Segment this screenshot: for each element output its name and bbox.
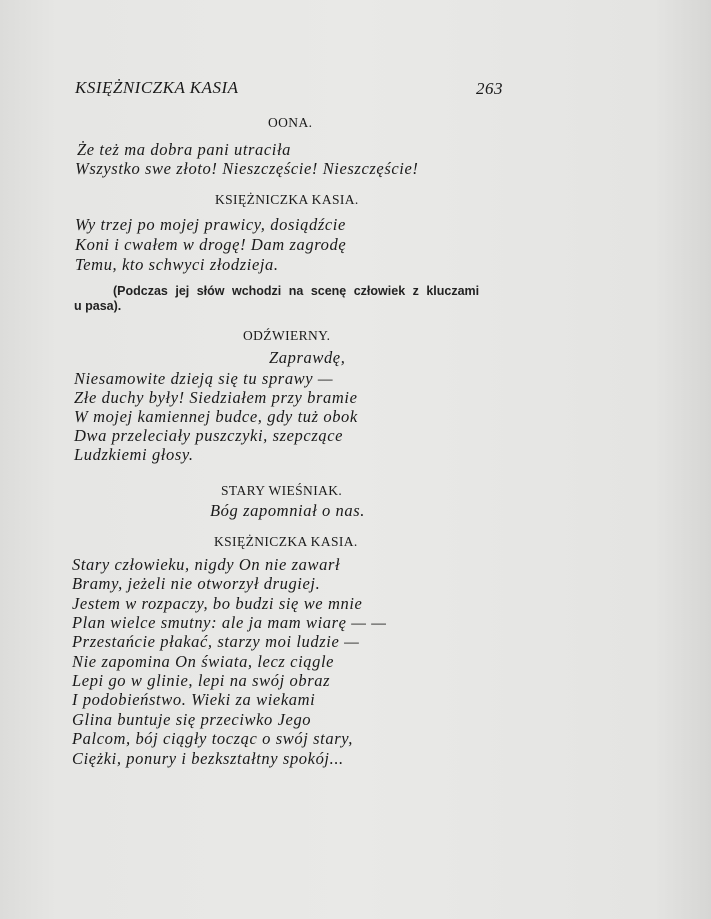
verse-line: Koni i cwałem w drogę! Dam zagrodę: [75, 235, 347, 254]
verse-line: Glina buntuje się przeciwko Jego: [72, 710, 312, 729]
speaker-name: ODŹWIERNY.: [243, 328, 331, 343]
verse-line: Przestańcie płakać, starzy moi ludzie —: [72, 632, 360, 651]
verse-line: Bóg zapomniał o nas.: [210, 501, 366, 520]
verse-line: Złe duchy były! Siedziałem przy bramie: [74, 388, 358, 407]
verse-line: Wy trzej po mojej prawicy, dosiądźcie: [75, 215, 346, 234]
verse-line: Plan wielce smutny: ale ja mam wiarę — —: [72, 613, 387, 632]
verse-line: Stary człowieku, nigdy On nie zawarł: [72, 555, 341, 574]
stage-direction-line: (Podczas jej słów wchodzi na scenę człowiek z kluczami: [113, 284, 480, 298]
verse-line: Temu, kto schwyci złodzieja.: [75, 255, 279, 274]
verse-line: Jestem w rozpaczy, bo budzi się we mnie: [72, 594, 363, 613]
speaker-name: STARY WIEŚNIAK.: [221, 483, 343, 498]
verse-line: Palcom, bój ciągły tocząc o swój stary,: [72, 729, 353, 748]
verse-line: W mojej kamiennej budce, gdy tuż obok: [74, 407, 358, 426]
speaker-name: OONA.: [268, 115, 313, 130]
verse-line: Ciężki, ponury i bezkształtny spokój...: [72, 749, 344, 768]
verse-line: Nie zapomina On świata, lecz ciągle: [72, 652, 335, 671]
speaker-name: KSIĘŻNICZKA KASIA.: [215, 192, 359, 207]
verse-line: Niesamowite dzieją się tu sprawy —: [74, 369, 334, 388]
verse-line: Że też ma dobra pani utraciła: [77, 140, 292, 159]
page-number: 263: [476, 79, 503, 98]
running-title: KSIĘŻNICZKA KASIA: [75, 78, 239, 97]
speaker-name: KSIĘŻNICZKA KASIA.: [214, 534, 358, 549]
verse-line: Lepi go w glinie, lepi na swój obraz: [72, 671, 331, 690]
verse-line: I podobieństwo. Wieki za wiekami: [72, 690, 316, 709]
stage-direction-line: u pasa).: [74, 299, 122, 313]
verse-line: Dwa przeleciały puszczyki, szepczące: [74, 426, 344, 445]
verse-line: Wszystko swe złoto! Nieszczęście! Nieszczęście!: [75, 159, 419, 178]
verse-line: Zaprawdę,: [269, 348, 346, 367]
verse-line: Bramy, jeżeli nie otworzył drugiej.: [72, 574, 321, 593]
verse-line: Ludzkiemi głosy.: [74, 445, 194, 464]
